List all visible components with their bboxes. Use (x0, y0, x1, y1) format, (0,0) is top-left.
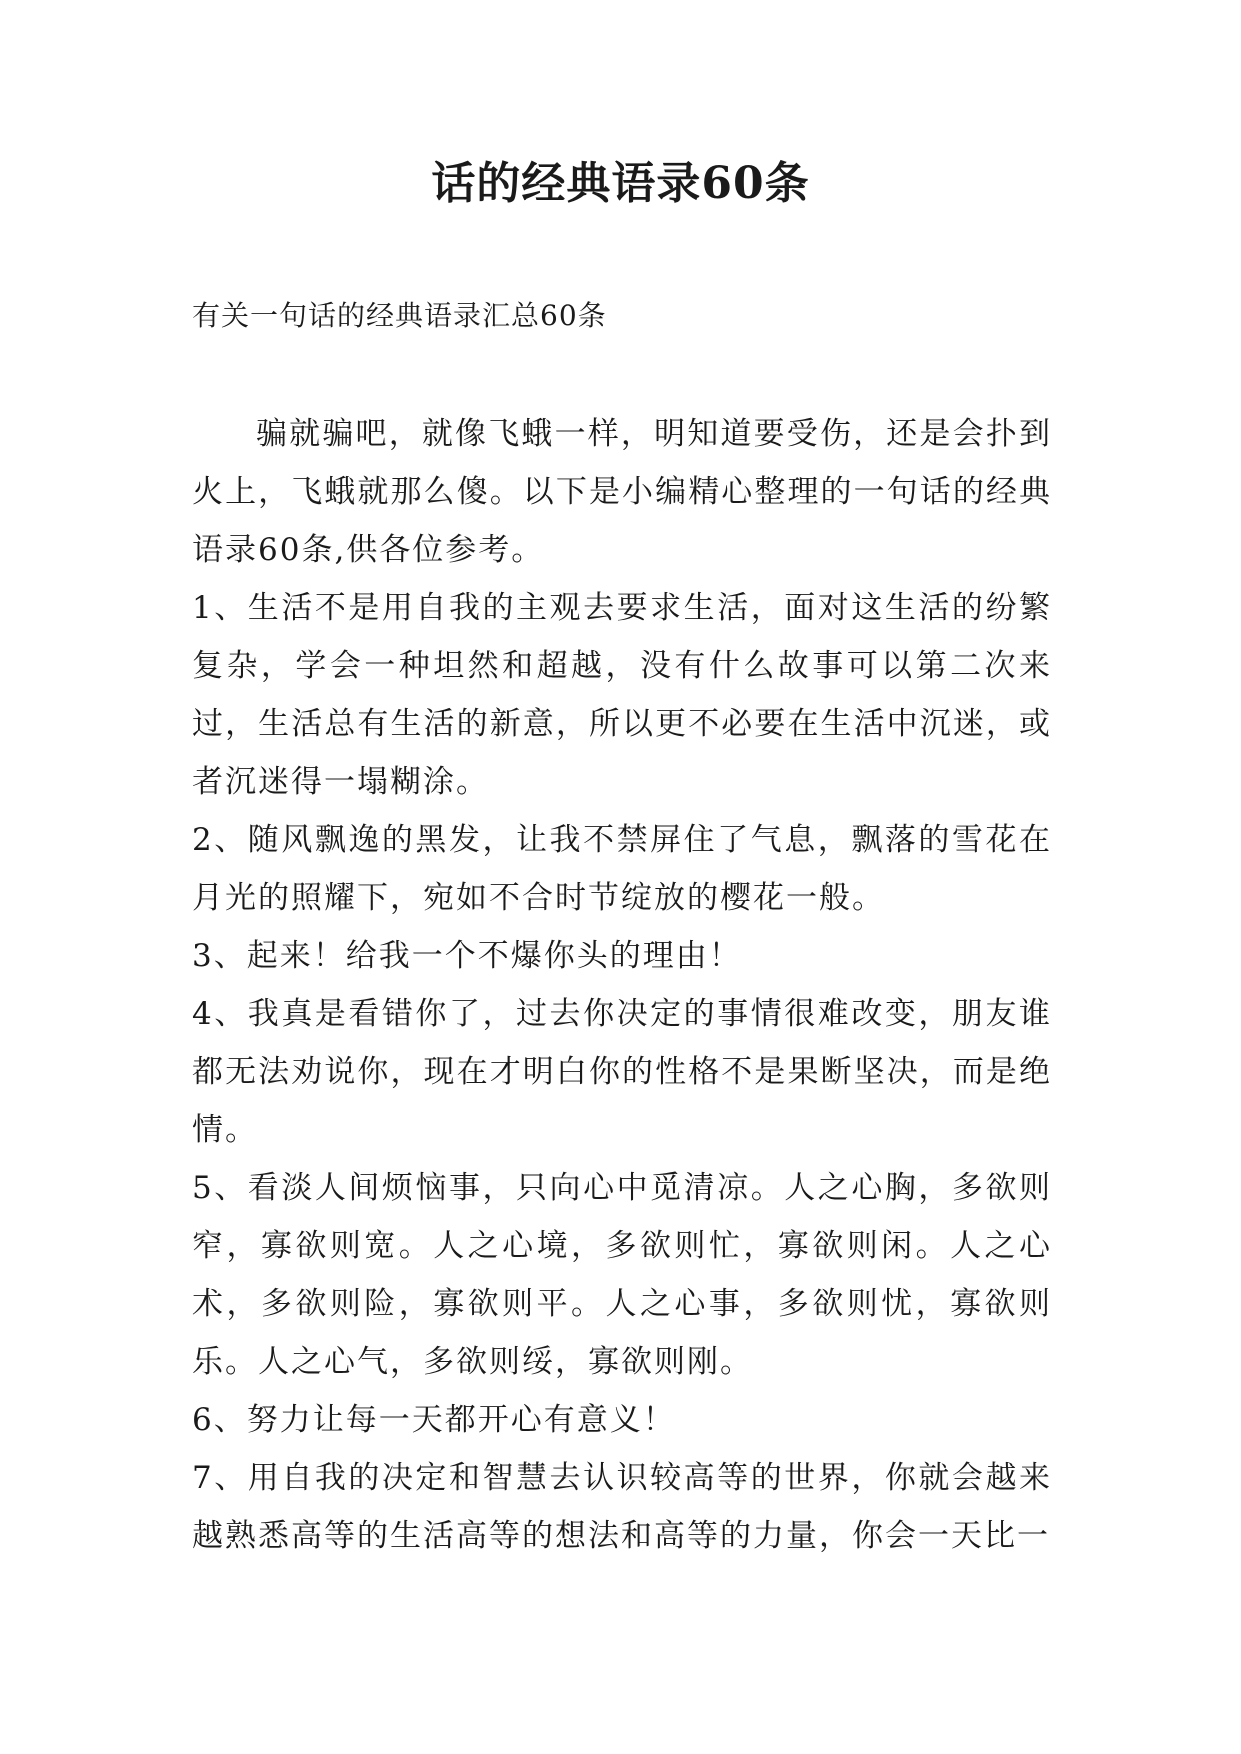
list-item: 5、看淡人间烦恼事，只向心中觅清凉。人之心胸，多欲则窄，寡欲则宽。人之心境，多欲则忙，寡欲则闲。人之心术，多欲则险，寡欲则平。人之心事，多欲则忧，寡欲则乐。人之心气，多欲则绥，寡欲则刚。 (192, 1170, 1052, 1380)
list-item: 7、用自我的决定和智慧去认识较高等的世界，你就会越来越熟悉高等的生活高等的想法和高等的力量，你会一天比一 (192, 1460, 1052, 1554)
list-item: 2、随风飘逸的黑发，让我不禁屏住了气息，飘落的雪花在月光的照耀下，宛如不合时节绽放的樱花一般。 (192, 822, 1052, 916)
intro-paragraph: 骗就骗吧，就像飞蛾一样，明知道要受伤，还是会扑到火上，飞蛾就那么傻。以下是小编精心整理的一句话的经典语录60条,供各位参考。 (192, 416, 1052, 568)
page-subtitle: 有关一句话的经典语录汇总60条 (192, 299, 607, 332)
document-body (192, 405, 1052, 1565)
list-item: 1、生活不是用自我的主观去要求生活，面对这生活的纷繁复杂，学会一种坦然和超越，没有什么故事可以第二次来过，生活总有生活的新意，所以更不必要在生活中沉迷，或者沉迷得一塌糊涂。 (192, 590, 1052, 800)
list-item: 6、努力让每一天都开心有意义！ (192, 1402, 676, 1438)
page-title: 话的经典语录60条 (431, 158, 810, 209)
list-item: 4、我真是看错你了，过去你决定的事情很难改变，朋友谁都无法劝说你，现在才明白你的性格不是果断坚决，而是绝情。 (192, 996, 1052, 1148)
list-item: 3、起来！给我一个不爆你头的理由！ (192, 938, 742, 974)
